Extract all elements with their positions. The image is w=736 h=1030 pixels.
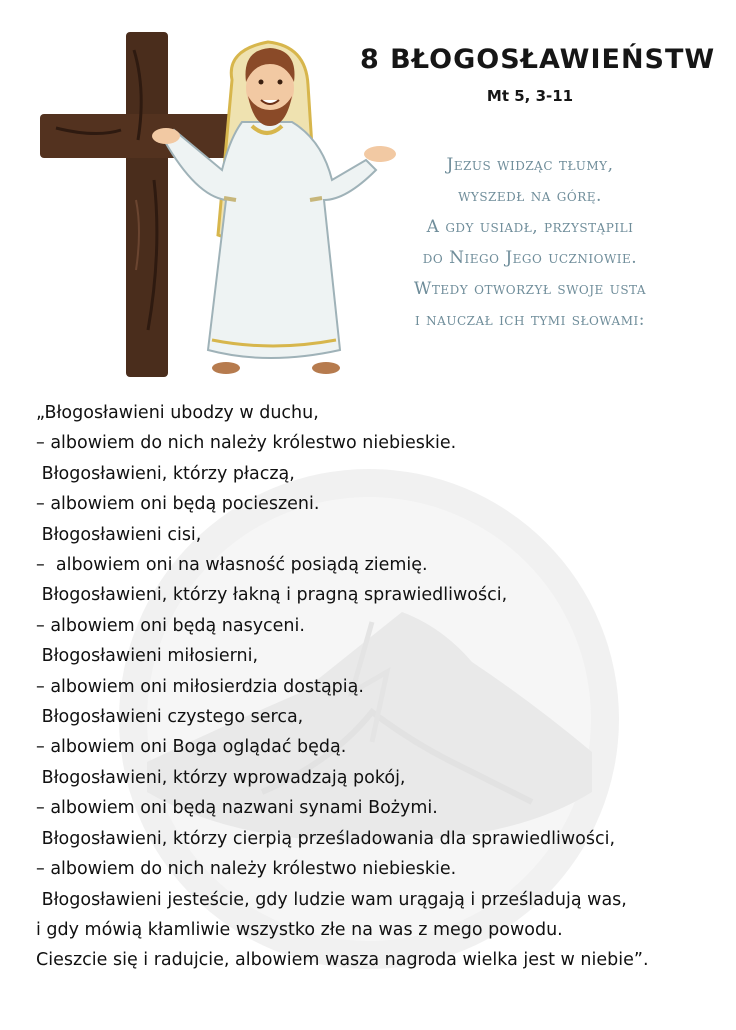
verse-line: Błogosławieni czystego serca,	[36, 707, 304, 728]
verse-line: – albowiem oni miłosierdzia dostąpią.	[36, 676, 364, 697]
verse-line: Błogosławieni miłosierni,	[36, 646, 259, 667]
verse-line: Błogosławieni, którzy łakną i pragną sprawiedliwości,	[36, 585, 508, 606]
verse-line: i gdy mówią kłamliwie wszystko złe na was z mego powodu.	[36, 919, 563, 940]
beatitudes-text	[36, 398, 716, 976]
verse-line: Błogosławieni, którzy płaczą,	[36, 463, 295, 484]
verse-line: – albowiem oni będą nasyceni.	[36, 615, 305, 636]
verse-line: – albowiem oni na własność posiądą ziemię.	[36, 555, 428, 576]
page-title: 8 BŁOGOSŁAWIEŃSTW	[360, 44, 716, 75]
intro-line: do Niego Jego uczniowie.	[422, 248, 638, 268]
verse-line: „Błogosławieni ubodzy w duchu,	[36, 403, 319, 423]
verse-line: Błogosławieni, którzy cierpią prześladowania dla sprawiedliwości,	[36, 828, 616, 849]
intro-line: A gdy usiadł, przystąpili	[426, 217, 634, 237]
jesus-with-cross-illustration	[36, 30, 402, 382]
verse-line: Błogosławieni, którzy wprowadzają pokój,	[36, 767, 406, 788]
intro-text	[400, 150, 660, 336]
verse-line: – albowiem oni Boga oglądać będą.	[36, 737, 347, 758]
bible-reference: Mt 5, 3-11	[486, 87, 574, 105]
verse-line: – albowiem oni będą pocieszeni.	[36, 494, 320, 515]
intro-line: i nauczał ich tymi słowami:	[415, 310, 645, 330]
verse-line: Cieszcie się i radujcie, albowiem wasza nagroda wielka jest w niebie”.	[36, 950, 649, 971]
intro-line: Jezus widząc tłumy,	[446, 155, 614, 175]
verse-line: – albowiem do nich należy królestwo niebieskie.	[36, 859, 457, 880]
verse-line: – albowiem do nich należy królestwo niebieskie.	[36, 433, 457, 454]
verse-line: Błogosławieni jesteście, gdy ludzie wam urągają i prześladują was,	[36, 889, 627, 910]
intro-line: wyszedł na górę.	[458, 186, 602, 206]
verse-line: – albowiem oni będą nazwani synami Bożymi.	[36, 798, 438, 819]
verse-line: Błogosławieni cisi,	[36, 524, 202, 545]
jesus-figure	[152, 42, 396, 374]
intro-line: Wtedy otworzył swoje usta	[413, 279, 647, 299]
